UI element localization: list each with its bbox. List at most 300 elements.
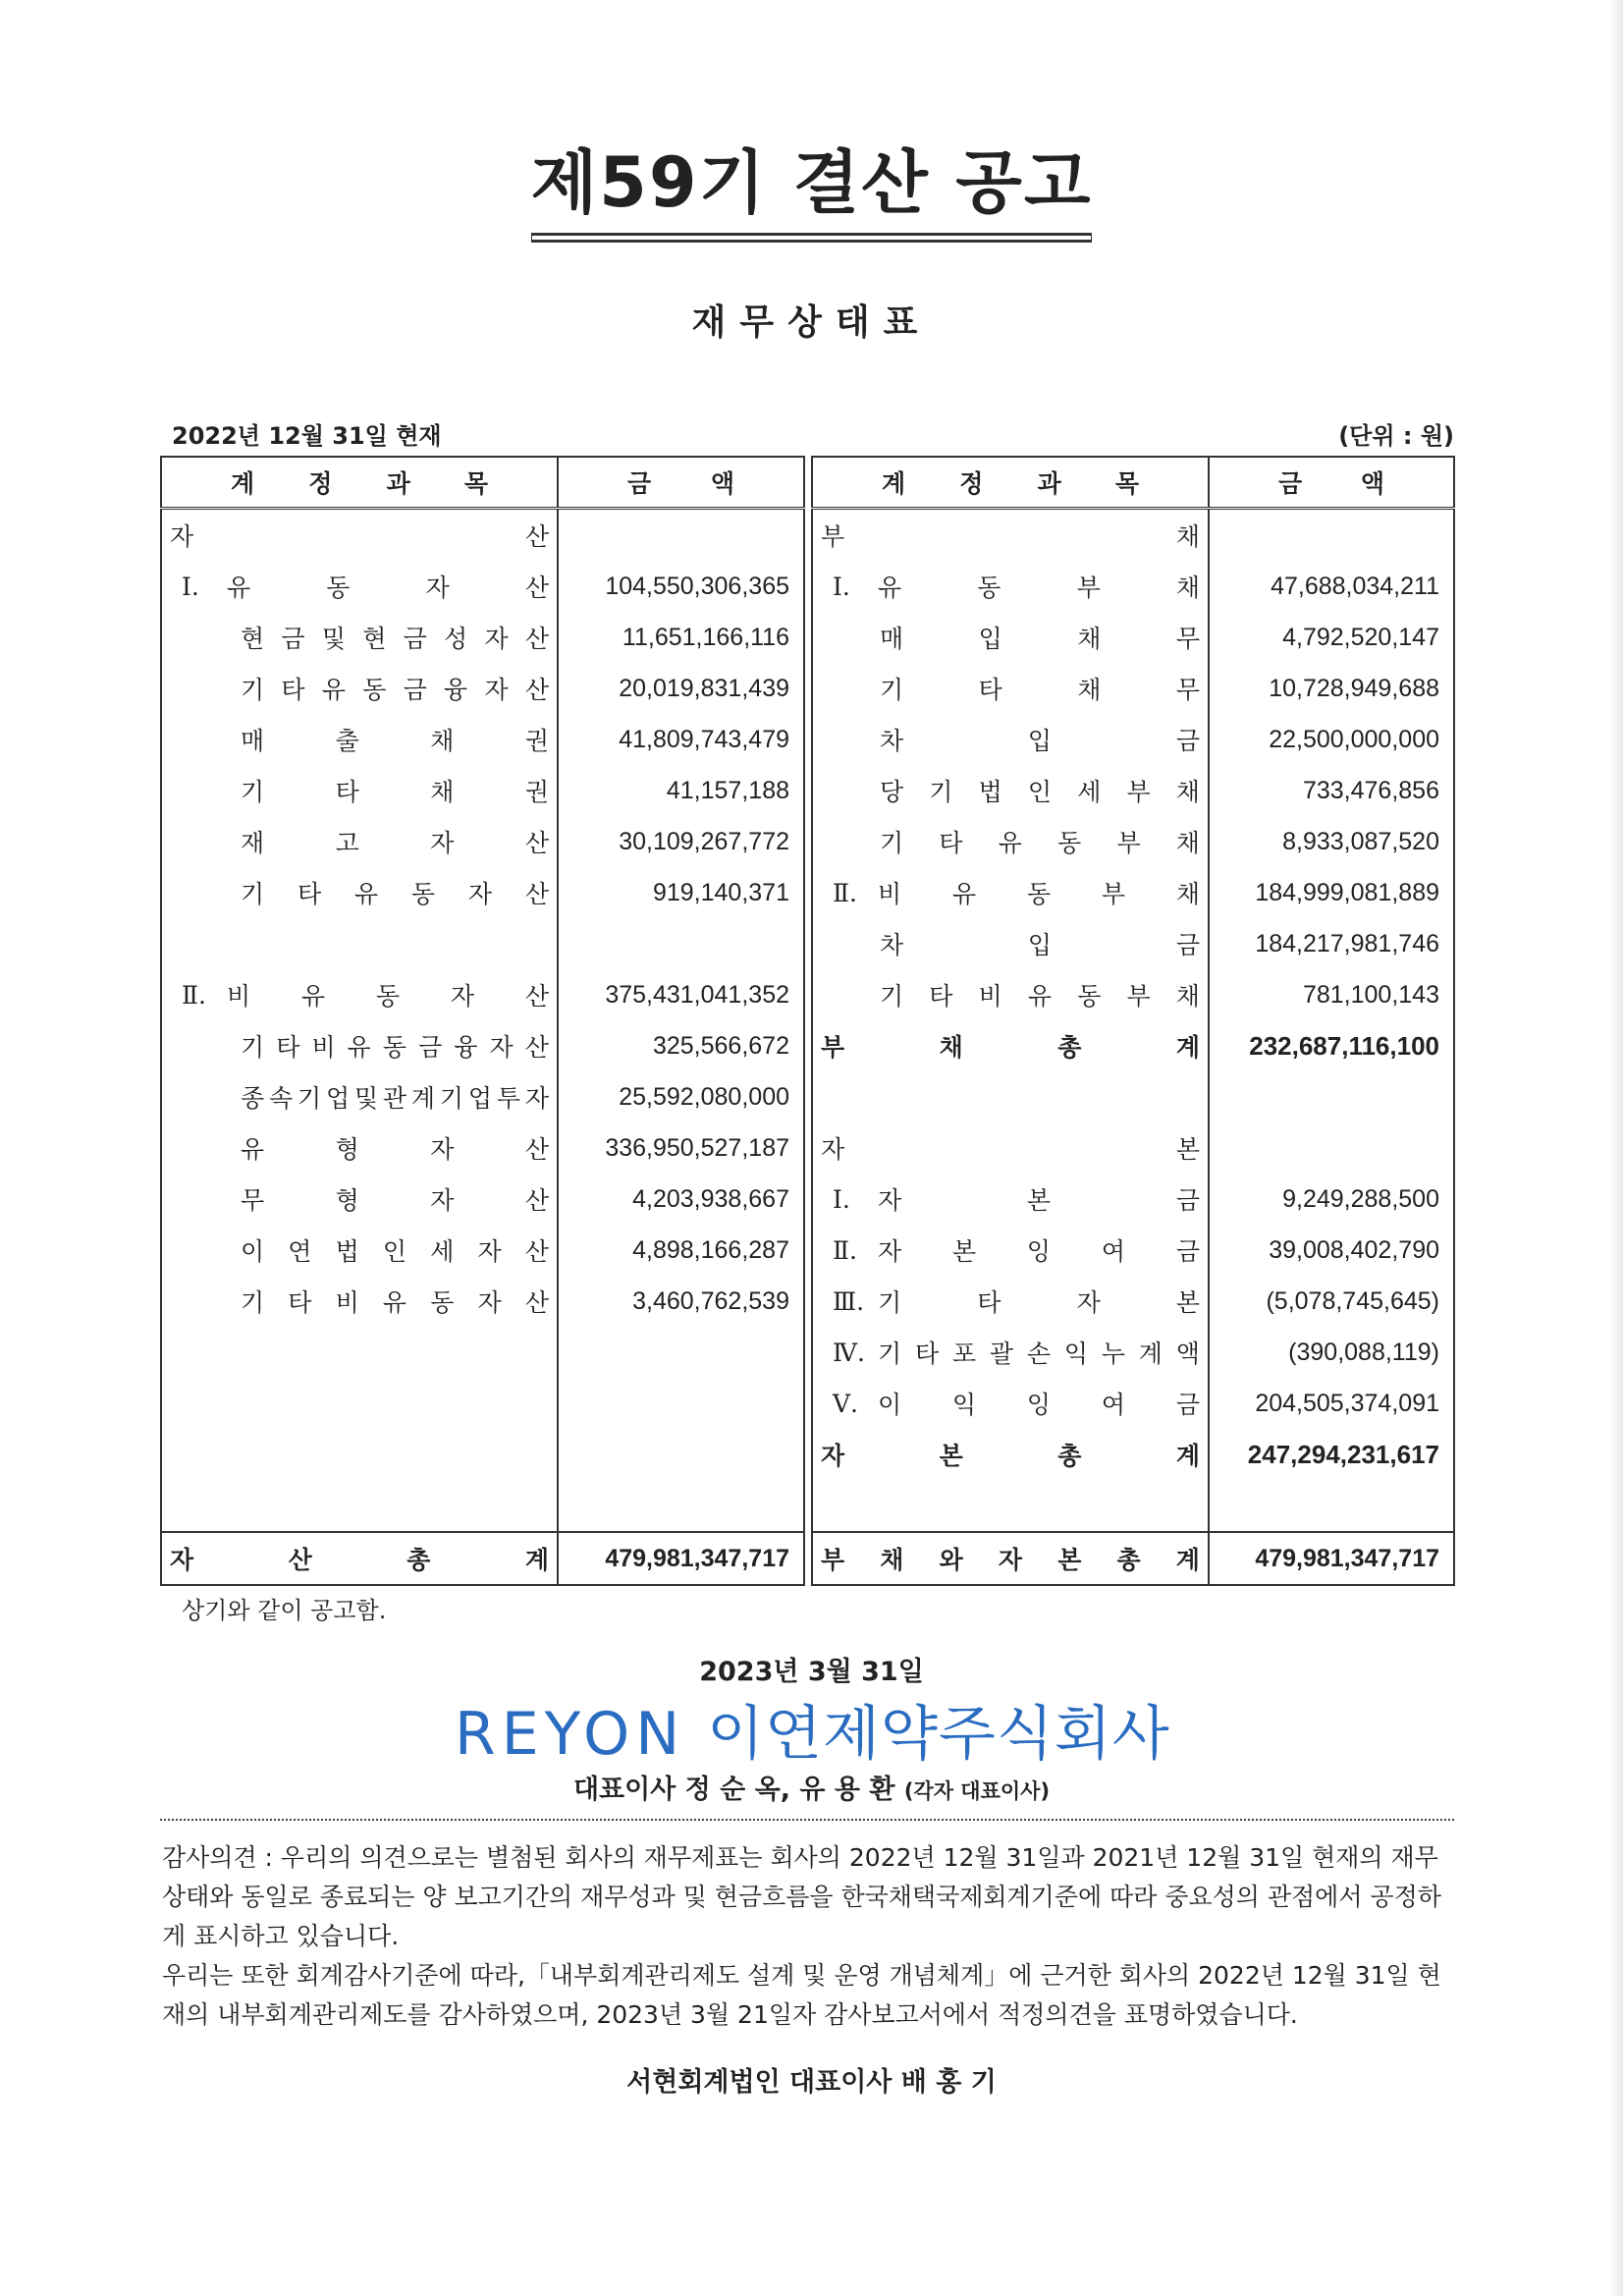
account-name [878,1232,1208,1268]
spacer-cell [558,1429,804,1480]
char: 유 [1027,982,1053,1011]
amount-cell: 204,505,374,091 [1255,1389,1439,1417]
char: 자 [170,522,194,551]
amount-cell: 733,476,856 [1302,776,1439,804]
char: 타 [929,982,953,1011]
account-name [878,569,1208,604]
char: 여 [1101,1391,1126,1419]
char: 자 [425,574,450,602]
account-name-cell [812,663,1209,714]
char: 금 [418,1033,443,1062]
account-name-cell [812,918,1209,969]
char: 유 [382,1288,407,1317]
account-name [162,671,557,706]
char: 본 [1175,1135,1200,1164]
total-row [812,1532,1454,1585]
char: 와 [939,1546,963,1574]
account-name [162,824,557,859]
char: 자 [489,1033,514,1062]
char: 산 [524,1237,549,1266]
char: 유 [300,982,326,1011]
account-name-cell [161,969,558,1020]
char: 자 [878,1186,902,1215]
assets-body [161,509,804,1586]
amount-cell: 919,140,371 [652,878,789,906]
char: 이 [241,1237,265,1266]
footer-note: 상기와 같이 공고함. [182,1597,387,1624]
char: 기 [878,1339,902,1368]
table-row [812,765,1454,816]
account-name-cell [161,612,558,663]
account-name-cell [161,867,558,918]
as-of-date: 2022년 12월 31일 현재 [172,422,442,450]
char: 타 [977,1288,1001,1317]
amount-cell: 11,651,166,116 [622,623,789,651]
account-name-cell [161,1071,558,1122]
audit-opinion [162,1838,1458,2035]
spacer-cell [558,1327,804,1378]
table-row [812,816,1454,867]
table-row [161,714,804,765]
section-number: Ⅳ. [833,1338,865,1367]
total-amount: 479,981,347,717 [1209,1532,1454,1585]
char: 타 [276,1033,300,1062]
char: 계 [231,469,255,498]
char: 본 [939,1442,963,1470]
char: 관 [382,1084,407,1113]
char: 산 [524,1033,549,1062]
amount-cell: 184,999,081,889 [1255,878,1439,906]
spacer-cell [161,1327,558,1378]
char: 기 [241,880,265,908]
amount-cell: 3,460,762,539 [632,1286,789,1315]
account-name [162,1181,557,1217]
char: 계 [1175,1033,1200,1062]
char: 자 [821,1442,845,1470]
char: 자 [170,1546,194,1574]
char: 목 [463,469,488,498]
account-name-cell [161,663,558,714]
account-name-cell [161,1225,558,1276]
amount-cell [1209,1071,1454,1122]
char: 계 [1175,1442,1200,1470]
table-row [812,714,1454,765]
spacer-row [161,1429,804,1480]
representative-name: 대표이사 정 순 옥, 유 용 환 [572,1775,895,1805]
char: 채 [1175,829,1200,857]
account-name [813,671,1208,706]
total-label-cell [812,1532,1209,1585]
char: 부 [1126,982,1151,1011]
table-row [812,1071,1454,1122]
total-row [161,1532,804,1585]
char: 액 [1360,469,1384,498]
char: 총 [406,1546,431,1574]
account-name-cell [161,509,558,562]
amount-cell: 104,550,306,365 [605,572,789,600]
account-name [813,518,1208,553]
total-amount: 479,981,347,717 [558,1532,804,1585]
account-name [162,875,557,910]
char: 타 [939,829,963,857]
account-header-text [162,465,557,500]
char: 권 [524,778,549,806]
char: 타 [288,1288,312,1317]
char: 본 [1175,1288,1200,1317]
char: 부 [1116,829,1141,857]
char: 기 [241,676,265,704]
section-number: Ⅴ. [833,1389,859,1418]
char: 동 [382,1033,407,1062]
char: 동 [430,1288,455,1317]
char: 동 [375,982,401,1011]
char: 무 [1175,625,1200,653]
representative [0,1768,1623,1806]
char: 현 [241,625,265,653]
account-name [162,1284,557,1319]
char: 금 [1175,931,1200,959]
char: 기 [880,829,904,857]
char: 정 [959,469,984,498]
spacer-cell [161,1480,558,1532]
representative-note: (각자 대표이사) [903,1779,1051,1803]
account-name [813,926,1208,961]
char: 투 [496,1084,521,1113]
char: 부 [821,522,845,551]
table-row [812,969,1454,1020]
char: 계 [410,1084,436,1113]
account-name [813,977,1208,1012]
char: 채 [1077,676,1102,704]
char: 권 [524,727,549,755]
char: 기 [880,676,904,704]
char: 법 [335,1237,359,1266]
amount-cell: 781,100,143 [1302,980,1439,1009]
amount-cell: 232,687,116,100 [1249,1030,1439,1061]
amount-cell: 247,294,231,617 [1247,1439,1439,1469]
scan-edge [1609,0,1623,2296]
char: 유 [353,880,379,908]
spacer-row [161,1327,804,1378]
char: 동 [362,676,387,704]
notice-title-text: 제59기 결산 공고 [531,128,1093,236]
char: 과 [386,469,410,498]
assets-table [160,456,805,1586]
account-header-text [813,465,1208,500]
char: 누 [1101,1339,1125,1368]
table-row [812,1378,1454,1429]
table-row [161,1276,804,1327]
table-row [812,1429,1454,1480]
char: 산 [524,880,549,908]
char: 현 [362,625,387,653]
account-name [813,722,1208,757]
char: 금 [1175,1237,1200,1266]
char: 산 [524,574,549,602]
char: 자 [821,1135,845,1164]
account-name [878,1181,1208,1217]
char: 금 [627,469,652,498]
account-name [227,569,557,604]
publish-date: 2023년 3월 31일 [699,1657,924,1687]
char: 기 [241,1288,265,1317]
char: 융 [454,1033,478,1062]
company-logo [455,1687,1170,1772]
char: 괄 [989,1339,1014,1368]
account-name-cell [812,714,1209,765]
amount-cell: 39,008,402,790 [1269,1235,1439,1264]
amount-cell: 184,217,981,746 [1255,929,1439,957]
company-name: 이연제약주식회사 [707,1700,1170,1769]
char: 재 [241,829,265,857]
char: 금 [281,625,305,653]
account-name-cell [161,765,558,816]
amount-cell [558,509,804,562]
char: 업 [467,1084,493,1113]
char: 자 [477,1237,502,1266]
account-name [813,1437,1208,1472]
char: 채 [1077,625,1102,653]
section-number: Ⅰ. [833,1184,850,1214]
char: 고 [335,829,359,857]
divider [160,1819,1454,1821]
account-name-cell [161,1122,558,1174]
section-number: Ⅱ. [833,878,857,907]
char: 부 [821,1033,845,1062]
spacer-cell [812,1480,1209,1532]
table-row [161,1225,804,1276]
char: 산 [524,1288,549,1317]
char: 산 [524,1135,549,1164]
char: 본 [951,1237,977,1266]
char: 법 [978,778,1002,806]
char: 채 [1175,778,1200,806]
account-name-cell [812,765,1209,816]
table-row [161,816,804,867]
section-number: Ⅲ. [833,1286,865,1316]
liabilities-body [812,509,1454,1586]
account-name [878,1386,1208,1421]
char: 자 [484,676,509,704]
table-row [812,867,1454,918]
table-row [812,509,1454,562]
char: 목 [1114,469,1139,498]
char: 본 [1026,1186,1052,1215]
amount-cell: 10,728,949,688 [1269,674,1439,702]
account-name-cell [812,561,1209,612]
char: 유 [321,676,346,704]
char: 금 [1175,1391,1200,1419]
amount-cell: 9,249,288,500 [1282,1184,1439,1213]
amount-cell: 4,203,938,667 [632,1184,789,1213]
char: 입 [1027,931,1053,959]
account-name-cell [161,1174,558,1225]
char: 형 [335,1135,359,1164]
table-row [161,969,804,1020]
char: 유 [241,1135,265,1164]
spacer-row [161,1480,804,1532]
account-name-cell [812,612,1209,663]
char: 동 [326,574,351,602]
account-name-cell [161,816,558,867]
char: 채 [1175,880,1200,908]
account-name [162,1028,557,1064]
table-row [812,663,1454,714]
char: 세 [430,1237,455,1266]
table-row [161,867,804,918]
account-name [162,620,557,655]
char: 비 [311,1033,336,1062]
char: 금 [403,625,427,653]
spacer-cell [558,1378,804,1429]
char: 당 [880,778,904,806]
auditor-signature: 서현회계법인 대표이사 배 홍 기 [626,2067,997,2098]
amount-cell: 41,157,188 [666,776,789,804]
char: 산 [524,625,549,653]
char: 채 [880,1546,904,1574]
account-name-cell [812,816,1209,867]
char: 업 [325,1084,351,1113]
amount-cell: (390,088,119) [1288,1338,1439,1366]
char: 출 [335,727,359,755]
char: 차 [880,931,904,959]
audit-opinion-paragraph: 감사의견 : 우리의 의견으로는 별첨된 회사의 재무제표는 회사의 2022년 12월 31일과 2021년 12월 31일 현재의 재무상태와 동일로 종료되는 양 보고기간의 재무성과 및 현금흐름을 한국채택국제회계기준에 따라 중요성의 관점에서 공정하게 표시하고 있습니다. [162,1843,1441,1950]
account-name-cell [812,1225,1209,1276]
char: 동 [1057,829,1082,857]
char: 타 [335,778,359,806]
char: 채 [1175,982,1200,1011]
table-row [812,1020,1454,1071]
char: 자 [467,880,493,908]
account-name [162,518,557,553]
account-name-cell [161,918,558,969]
char: 잉 [1026,1391,1052,1419]
account-name-cell [812,1378,1209,1429]
char: 타 [978,676,1002,704]
char: 동 [410,880,436,908]
char: 부 [1126,778,1151,806]
char: 동 [977,574,1001,602]
account-name [878,1335,1208,1370]
amount-cell: 325,566,672 [652,1031,789,1060]
char: 부 [1101,880,1126,908]
char: 비 [335,1288,359,1317]
account-name-cell [161,714,558,765]
char: 차 [880,727,904,755]
char: 산 [524,676,549,704]
char: 입 [1027,727,1053,755]
amount-cell: 25,592,080,000 [619,1082,789,1111]
table-row [161,1071,804,1122]
char: 기 [929,778,953,806]
amount-cell: 41,809,743,479 [619,725,789,753]
total-label [813,1541,1208,1576]
char: 무 [1175,676,1200,704]
account-name-cell [812,1174,1209,1225]
char: 매 [880,625,904,653]
char: 동 [1026,880,1052,908]
char: 계 [524,1546,549,1574]
account-name [813,773,1208,808]
account-name [878,875,1208,910]
account-name [162,1232,557,1268]
char: 자 [878,1237,902,1266]
char: 인 [1027,778,1053,806]
amount-header [1209,457,1454,509]
spacer-cell [161,1378,558,1429]
account-name-cell [812,1071,1209,1122]
account-name [813,824,1208,859]
char: 잉 [1026,1237,1052,1266]
char: 채 [430,727,455,755]
account-name-cell [161,561,558,612]
char: 총 [1116,1546,1141,1574]
statement-title: 재무상태표 [691,302,932,343]
table-row [161,1122,804,1174]
account-name [813,620,1208,655]
account-name [813,1130,1208,1166]
account-name-cell [161,1020,558,1071]
char: 무 [241,1186,265,1215]
char: 금 [1175,1186,1200,1215]
audit-opinion-paragraph: 우리는 또한 회계감사기준에 따라,「내부회계관리제도 설계 및 운영 개념체계」에 근거한 회사의 2022년 12월 31일 현재의 내부회계관리제도를 감사하였으며, 2023년 3월 21일자 감사보고서에서 적정의견을 표명하였습니다. [162,1961,1441,2029]
char: 및 [353,1084,379,1113]
char: 산 [288,1546,312,1574]
table-row [812,1225,1454,1276]
char: 액 [710,469,734,498]
char: 자 [450,982,475,1011]
char: 기 [241,1033,265,1062]
spacer-cell [161,1429,558,1480]
account-name-cell [812,867,1209,918]
table-row [812,612,1454,663]
table-row [812,918,1454,969]
table-row [161,1020,804,1071]
char: 부 [1076,574,1101,602]
section-number: Ⅱ. [182,980,206,1010]
char: 금 [1278,469,1303,498]
table-row [812,1276,1454,1327]
amount-cell [1209,1122,1454,1174]
char: 비 [878,880,902,908]
char: 금 [1175,727,1200,755]
char: 계 [1175,1546,1200,1574]
char: 타 [914,1339,940,1368]
total-label-cell [161,1532,558,1585]
char: 유 [998,829,1022,857]
amount-cell [1209,509,1454,562]
char: 채 [939,1033,963,1062]
amount-cell: (5,078,745,645) [1266,1286,1439,1315]
char: 유 [347,1033,371,1062]
char: 자 [484,625,509,653]
amount-header-text [1210,465,1453,500]
char: 자 [477,1288,502,1317]
amount-cell: 8,933,087,520 [1282,827,1439,855]
notice-title [0,128,1623,236]
table-row [161,765,804,816]
amount-cell: 4,898,166,287 [632,1235,789,1264]
char: 비 [227,982,251,1011]
amount-header-text [559,465,803,500]
section-number: Ⅰ. [833,572,850,601]
char: 채 [1175,522,1200,551]
account-name [162,1079,557,1115]
char: 자 [430,1186,455,1215]
char: 연 [288,1237,312,1266]
table-row [161,509,804,562]
char: 자 [524,1084,549,1113]
